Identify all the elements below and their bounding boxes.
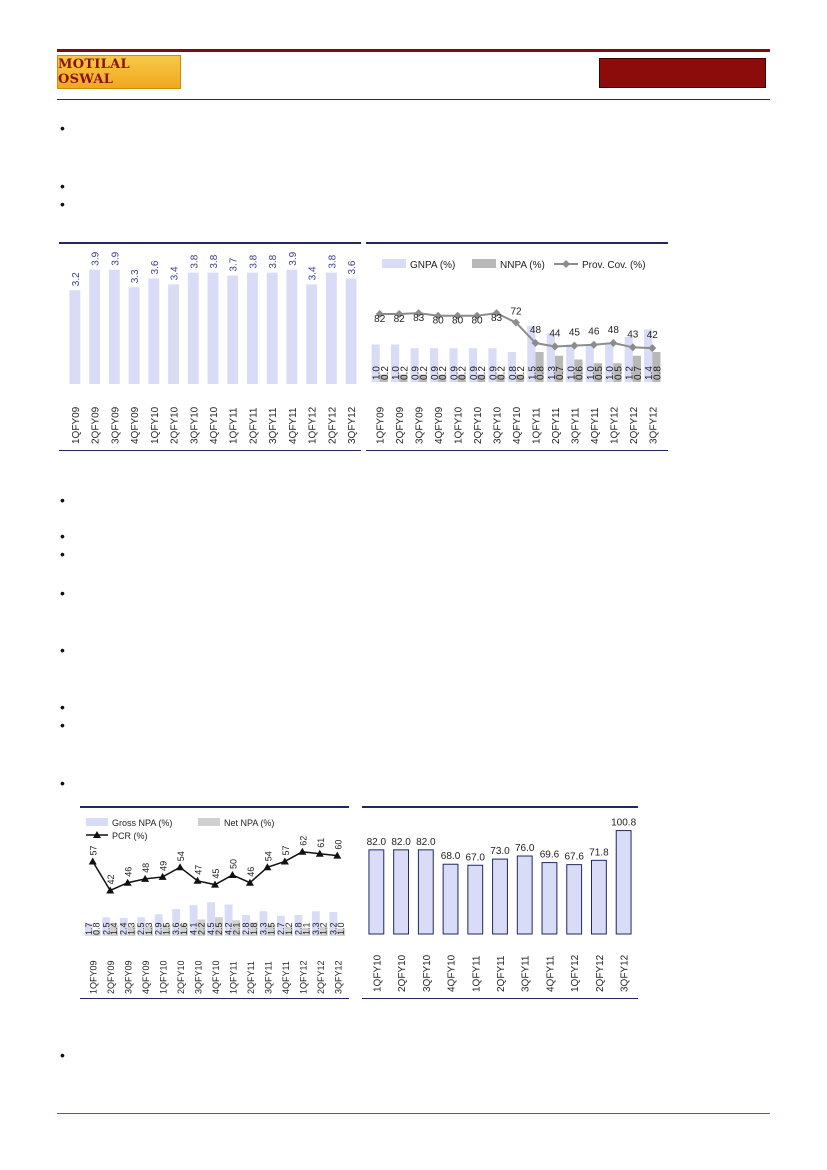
nnpa-value-label-4: 0.2 — [457, 366, 469, 380]
x-tick-label-8: 1QFY11 — [531, 407, 543, 444]
gross-npa-value-label-11: 2.7 — [275, 922, 286, 935]
bar-7 — [208, 273, 219, 384]
pcr-value-label-8: 50 — [228, 858, 239, 869]
pcr-value-label-14: 60 — [333, 839, 344, 850]
gnpa-value-label-7: 0.8 — [507, 366, 519, 380]
prov-cov-value-label-1: 82 — [393, 314, 405, 326]
prov-cov-value-label-9: 44 — [549, 328, 561, 340]
bar-value-label-4: 67.0 — [465, 852, 486, 864]
gnpa-value-label-4: 0.9 — [449, 366, 461, 380]
gnpa-value-label-0: 1.0 — [371, 366, 383, 380]
gnpa-value-label-6: 0.9 — [488, 366, 500, 380]
pcr-value-label-4: 49 — [158, 860, 169, 871]
x-tick-label-3: 4QFY09 — [130, 406, 142, 444]
bar-value-label-13: 3.8 — [327, 254, 339, 269]
bar-4 — [468, 865, 483, 934]
x-tick-label-7: 4QFY10 — [512, 406, 523, 444]
bar-value-label-12: 3.4 — [307, 266, 319, 281]
bar-value-label-8: 3.7 — [228, 257, 240, 272]
pcr-marker-12 — [298, 848, 306, 855]
legend-marker-prov-cov — [562, 260, 570, 268]
x-tick-label-2: 3QFY10 — [421, 954, 433, 992]
x-tick-label-2: 3QFY09 — [110, 406, 122, 444]
x-tick-label-5: 2QFY10 — [176, 960, 187, 994]
bar-value-label-3: 68.0 — [440, 851, 461, 863]
prov-cov-value-label-11: 46 — [588, 326, 600, 338]
bar-value-label-3: 3.3 — [130, 269, 142, 284]
x-tick-label-13: 2QFY12 — [628, 406, 640, 444]
gross-npa-value-label-13: 3.3 — [310, 922, 321, 935]
x-tick-label-2: 3QFY09 — [414, 406, 426, 444]
nnpa-value-label-0: 0.2 — [379, 366, 391, 380]
x-tick-label-11: 4QFY11 — [287, 407, 299, 444]
x-tick-label-3: 4QFY09 — [434, 406, 446, 444]
bar-value-label-10: 100.8 — [611, 817, 637, 829]
bar-1 — [89, 270, 100, 384]
bar-value-label-7: 3.8 — [209, 254, 220, 269]
pcr-value-label-6: 47 — [193, 864, 204, 875]
x-tick-label-4: 1QFY10 — [149, 406, 161, 444]
legend-swatch-net-npa — [198, 818, 220, 826]
prov-cov-value-label-2: 83 — [413, 313, 425, 325]
x-tick-label-14: 3QFY12 — [648, 406, 660, 444]
bar-14 — [346, 279, 357, 384]
x-tick-label-14: 3QFY12 — [347, 406, 359, 444]
x-tick-label-0: 1QFY09 — [70, 406, 82, 444]
pcr-marker-11 — [281, 857, 289, 864]
x-tick-label-6: 3QFY10 — [193, 960, 204, 994]
bar-2 — [109, 270, 120, 384]
bullet-3: • — [60, 196, 65, 212]
nnpa-value-label-11: 0.5 — [593, 366, 605, 380]
x-tick-label-1: 2QFY09 — [106, 960, 117, 994]
nnpa-value-label-6: 0.2 — [496, 366, 508, 380]
x-tick-label-0: 1QFY09 — [88, 960, 99, 994]
bullet-10: • — [60, 717, 65, 733]
x-tick-label-4: 1QFY11 — [471, 955, 483, 992]
bar-value-label-2: 82.0 — [416, 836, 436, 848]
x-tick-label-8: 1QFY11 — [228, 407, 240, 444]
prov-cov-value-label-14: 42 — [646, 330, 658, 342]
bar-3 — [129, 287, 140, 384]
x-tick-label-10: 3QFY11 — [268, 407, 280, 444]
x-tick-label-12: 1QFY12 — [298, 960, 309, 994]
prov-cov-value-label-3: 80 — [432, 315, 444, 327]
net-npa-value-label-5: 1.6 — [178, 922, 189, 935]
bar-value-label-14: 3.6 — [347, 260, 359, 275]
net-npa-value-label-11: 1.2 — [283, 922, 294, 935]
x-tick-label-0: 1QFY10 — [372, 954, 384, 992]
gross-npa-value-label-2: 2.4 — [118, 922, 129, 935]
prov-cov-value-label-0: 82 — [374, 314, 386, 326]
bar-value-label-9: 3.8 — [248, 254, 260, 269]
nnpa-value-label-10: 0.6 — [574, 366, 586, 380]
gross-npa-value-label-5: 3.6 — [171, 922, 182, 935]
bar-7 — [542, 863, 557, 934]
gross-npa-value-label-3: 2.5 — [136, 922, 147, 935]
x-tick-label-2: 3QFY09 — [123, 960, 134, 994]
bar-12 — [306, 284, 317, 384]
bar-value-label-8: 67.6 — [564, 851, 584, 863]
x-tick-label-8: 1QFY12 — [570, 954, 582, 992]
nnpa-value-label-9: 0.7 — [555, 366, 567, 380]
bullet-8: • — [60, 642, 65, 658]
net-npa-value-label-0: 0.8 — [91, 922, 102, 935]
bar-value-label-9: 71.8 — [589, 847, 609, 859]
nnpa-value-label-3: 0.2 — [438, 366, 450, 380]
pcr-value-label-12: 62 — [298, 835, 309, 846]
x-tick-label-9: 2QFY11 — [245, 961, 256, 994]
prov-cov-value-label-12: 48 — [607, 325, 619, 337]
gnpa-value-label-5: 0.9 — [468, 366, 480, 380]
bar-value-label-4: 3.6 — [149, 260, 161, 275]
net-npa-value-label-4: 1.5 — [161, 922, 172, 935]
x-tick-label-7: 4QFY10 — [209, 406, 220, 444]
net-npa-value-label-8: 2.1 — [231, 922, 242, 935]
bar-value-label-5: 73.0 — [490, 846, 510, 858]
bullet-2: • — [60, 178, 65, 194]
gnpa-value-label-8: 1.5 — [527, 366, 539, 380]
x-tick-label-12: 1QFY12 — [609, 406, 621, 444]
chart-1 — [59, 242, 361, 451]
bullet-11: • — [60, 775, 65, 791]
legend-label-pcr: PCR (%) — [112, 831, 148, 841]
chart-1-svg — [59, 244, 361, 450]
bar-0 — [369, 850, 384, 934]
x-tick-label-4: 1QFY10 — [453, 406, 465, 444]
bar-0 — [69, 290, 80, 384]
pcr-value-label-13: 61 — [315, 837, 326, 848]
bullet-1: • — [60, 120, 65, 136]
pcr-marker-0 — [89, 857, 97, 864]
gnpa-value-label-2: 0.9 — [410, 366, 422, 380]
bar-value-label-2: 3.9 — [110, 251, 122, 266]
gnpa-value-label-10: 1.0 — [566, 366, 578, 380]
bar-5 — [493, 859, 508, 934]
x-tick-label-8: 1QFY11 — [228, 961, 239, 994]
chart-4-svg — [362, 808, 638, 998]
bar-9 — [247, 273, 258, 384]
bar-value-label-6: 76.0 — [514, 843, 535, 855]
x-tick-label-6: 3QFY11 — [520, 955, 532, 992]
legend-swatch-gross-npa — [86, 818, 108, 826]
bar-13 — [326, 273, 337, 384]
prov-cov-value-label-8: 48 — [529, 325, 542, 337]
x-tick-label-3: 4QFY09 — [141, 960, 152, 994]
chart-4 — [362, 806, 638, 999]
x-tick-label-13: 2QFY12 — [327, 406, 339, 444]
x-tick-label-10: 3QFY12 — [619, 954, 631, 992]
x-tick-label-3: 4QFY10 — [446, 954, 458, 992]
pcr-value-label-1: 42 — [106, 874, 117, 885]
x-tick-label-6: 3QFY10 — [189, 406, 201, 444]
pcr-marker-4 — [159, 873, 167, 880]
footer-rule — [57, 1113, 770, 1114]
chart-3-svg — [80, 808, 349, 998]
nnpa-value-label-14: 0.8 — [652, 366, 664, 380]
prov-cov-value-label-10: 45 — [568, 327, 580, 339]
net-npa-value-label-13: 1.2 — [318, 922, 329, 935]
pcr-value-label-5: 54 — [176, 851, 187, 862]
net-npa-value-label-1: 1.4 — [109, 922, 120, 935]
nnpa-value-label-2: 0.2 — [418, 366, 430, 380]
net-npa-value-label-12: 1.1 — [301, 922, 312, 935]
nnpa-value-label-8: 0.8 — [535, 366, 547, 380]
x-tick-label-11: 4QFY11 — [589, 407, 601, 444]
header-rule-under — [57, 99, 770, 100]
bar-value-label-5: 3.4 — [169, 266, 181, 281]
pcr-value-label-2: 46 — [123, 866, 134, 877]
x-tick-label-11: 4QFY11 — [280, 961, 291, 994]
x-tick-label-6: 3QFY10 — [492, 406, 504, 444]
gross-npa-value-label-12: 2.8 — [293, 922, 304, 935]
gross-npa-value-label-1: 2.5 — [101, 922, 112, 935]
chart-2 — [366, 242, 668, 451]
gross-npa-value-label-8: 4.2 — [223, 922, 234, 935]
bar-3 — [443, 864, 458, 934]
x-tick-label-13: 2QFY12 — [315, 960, 326, 994]
prov-cov-value-label-4: 80 — [452, 315, 464, 327]
net-npa-value-label-3: 1.3 — [144, 922, 155, 935]
bullet-9: • — [60, 699, 65, 715]
x-tick-label-10: 3QFY11 — [263, 961, 274, 994]
net-npa-value-label-9: 1.8 — [248, 922, 259, 935]
gnpa-value-label-14: 1.4 — [644, 366, 656, 380]
chart-3 — [80, 806, 349, 999]
gross-npa-value-label-7: 4.5 — [206, 922, 217, 935]
logo-text: MOTILAL OSWAL — [58, 57, 130, 87]
pcr-value-label-11: 57 — [280, 845, 291, 856]
bar-8 — [227, 276, 238, 384]
pcr-marker-5 — [176, 863, 184, 870]
prov-cov-value-label-7: 72 — [510, 306, 522, 318]
x-tick-label-9: 2QFY11 — [248, 407, 260, 444]
bullet-7: • — [60, 585, 65, 601]
gross-npa-value-label-9: 2.8 — [241, 922, 252, 935]
bar-value-label-7: 69.6 — [539, 849, 560, 861]
legend-label-net-npa: Net NPA (%) — [224, 818, 275, 828]
bar-value-label-6: 3.8 — [189, 254, 201, 269]
gross-npa-value-label-10: 3.3 — [258, 922, 269, 935]
company-logo — [57, 55, 181, 89]
bar-value-label-0: 3.2 — [70, 272, 82, 287]
pcr-value-label-10: 54 — [263, 851, 274, 862]
header-rule-top — [57, 49, 770, 52]
bar-4 — [148, 279, 159, 384]
nnpa-value-label-7: 0.2 — [516, 366, 528, 380]
gnpa-value-label-9: 1.3 — [546, 366, 558, 380]
gnpa-value-label-12: 1.0 — [605, 366, 617, 380]
pcr-value-label-0: 57 — [88, 845, 99, 856]
legend-label-nnpa: NNPA (%) — [500, 260, 545, 271]
chart-2-svg — [366, 244, 668, 450]
x-tick-label-5: 2QFY10 — [169, 406, 181, 444]
x-tick-label-10: 3QFY11 — [570, 407, 582, 444]
x-tick-label-4: 1QFY10 — [158, 960, 169, 994]
x-tick-label-5: 2QFY10 — [473, 406, 485, 444]
bar-1 — [394, 850, 409, 934]
legend-swatch-gnpa — [382, 259, 406, 268]
legend-label-gnpa: GNPA (%) — [410, 260, 456, 271]
pcr-value-label-3: 48 — [141, 862, 152, 873]
bar-8 — [567, 865, 582, 934]
gnpa-value-label-11: 1.0 — [585, 366, 597, 380]
x-tick-label-9: 2QFY11 — [550, 407, 562, 444]
net-npa-value-label-7: 2.5 — [213, 922, 224, 935]
bar-value-label-0: 82.0 — [366, 836, 387, 848]
header-tag-box — [599, 58, 766, 88]
bullet-6: • — [60, 546, 65, 562]
bar-2 — [418, 850, 433, 934]
x-tick-label-1: 2QFY10 — [397, 954, 409, 992]
nnpa-value-label-12: 0.5 — [613, 366, 625, 380]
bar-9 — [591, 860, 606, 934]
x-tick-label-14: 3QFY12 — [333, 960, 344, 994]
bar-6 — [188, 273, 199, 384]
x-tick-label-12: 1QFY12 — [307, 406, 319, 444]
legend-swatch-nnpa — [472, 259, 496, 268]
nnpa-value-label-13: 0.7 — [632, 366, 644, 380]
prov-cov-value-label-13: 43 — [627, 329, 639, 341]
nnpa-value-label-5: 0.2 — [477, 366, 489, 380]
bar-value-label-11: 3.9 — [287, 251, 299, 266]
gnpa-value-label-13: 1.2 — [624, 366, 636, 380]
bar-6 — [517, 856, 532, 934]
nnpa-value-label-1: 0.2 — [399, 366, 411, 380]
x-tick-label-1: 2QFY09 — [90, 406, 102, 444]
bar-11 — [287, 270, 298, 384]
net-npa-value-label-2: 1.3 — [126, 922, 137, 935]
gnpa-value-label-3: 0.9 — [430, 366, 442, 380]
gross-npa-value-label-14: 3.2 — [328, 922, 339, 935]
prov-cov-value-label-5: 80 — [471, 315, 483, 327]
gross-npa-value-label-6: 4.1 — [188, 922, 199, 935]
bullet-4: • — [60, 492, 65, 508]
bullet-12: • — [60, 1047, 65, 1063]
prov-cov-value-label-6: 83 — [490, 313, 503, 325]
legend-label-gross-npa: Gross NPA (%) — [112, 818, 173, 828]
net-npa-value-label-14: 1.0 — [336, 922, 347, 935]
gnpa-value-label-1: 1.0 — [391, 366, 403, 380]
bar-10 — [616, 831, 631, 934]
net-npa-value-label-6: 2.2 — [196, 922, 207, 935]
gross-npa-value-label-0: 1.7 — [83, 922, 94, 935]
x-tick-label-1: 2QFY09 — [395, 406, 407, 444]
x-tick-label-9: 2QFY12 — [594, 954, 606, 992]
pcr-value-label-7: 45 — [211, 868, 221, 879]
x-tick-label-7: 4QFY10 — [211, 960, 221, 994]
pcr-marker-8 — [228, 871, 236, 878]
net-npa-value-label-10: 1.5 — [266, 922, 277, 935]
bar-value-label-10: 3.8 — [268, 254, 280, 269]
bullet-5: • — [60, 528, 65, 544]
bar-value-label-1: 3.9 — [90, 251, 102, 266]
gross-npa-value-label-4: 2.9 — [153, 922, 164, 935]
x-tick-label-7: 4QFY11 — [545, 955, 557, 992]
x-tick-label-5: 2QFY11 — [496, 955, 507, 992]
bar-5 — [168, 284, 179, 384]
legend-label-prov-cov: Prov. Cov. (%) — [582, 260, 646, 271]
x-tick-label-0: 1QFY09 — [375, 406, 387, 444]
bar-10 — [267, 273, 278, 384]
bar-value-label-1: 82.0 — [391, 836, 411, 848]
pcr-value-label-9: 46 — [245, 866, 256, 877]
